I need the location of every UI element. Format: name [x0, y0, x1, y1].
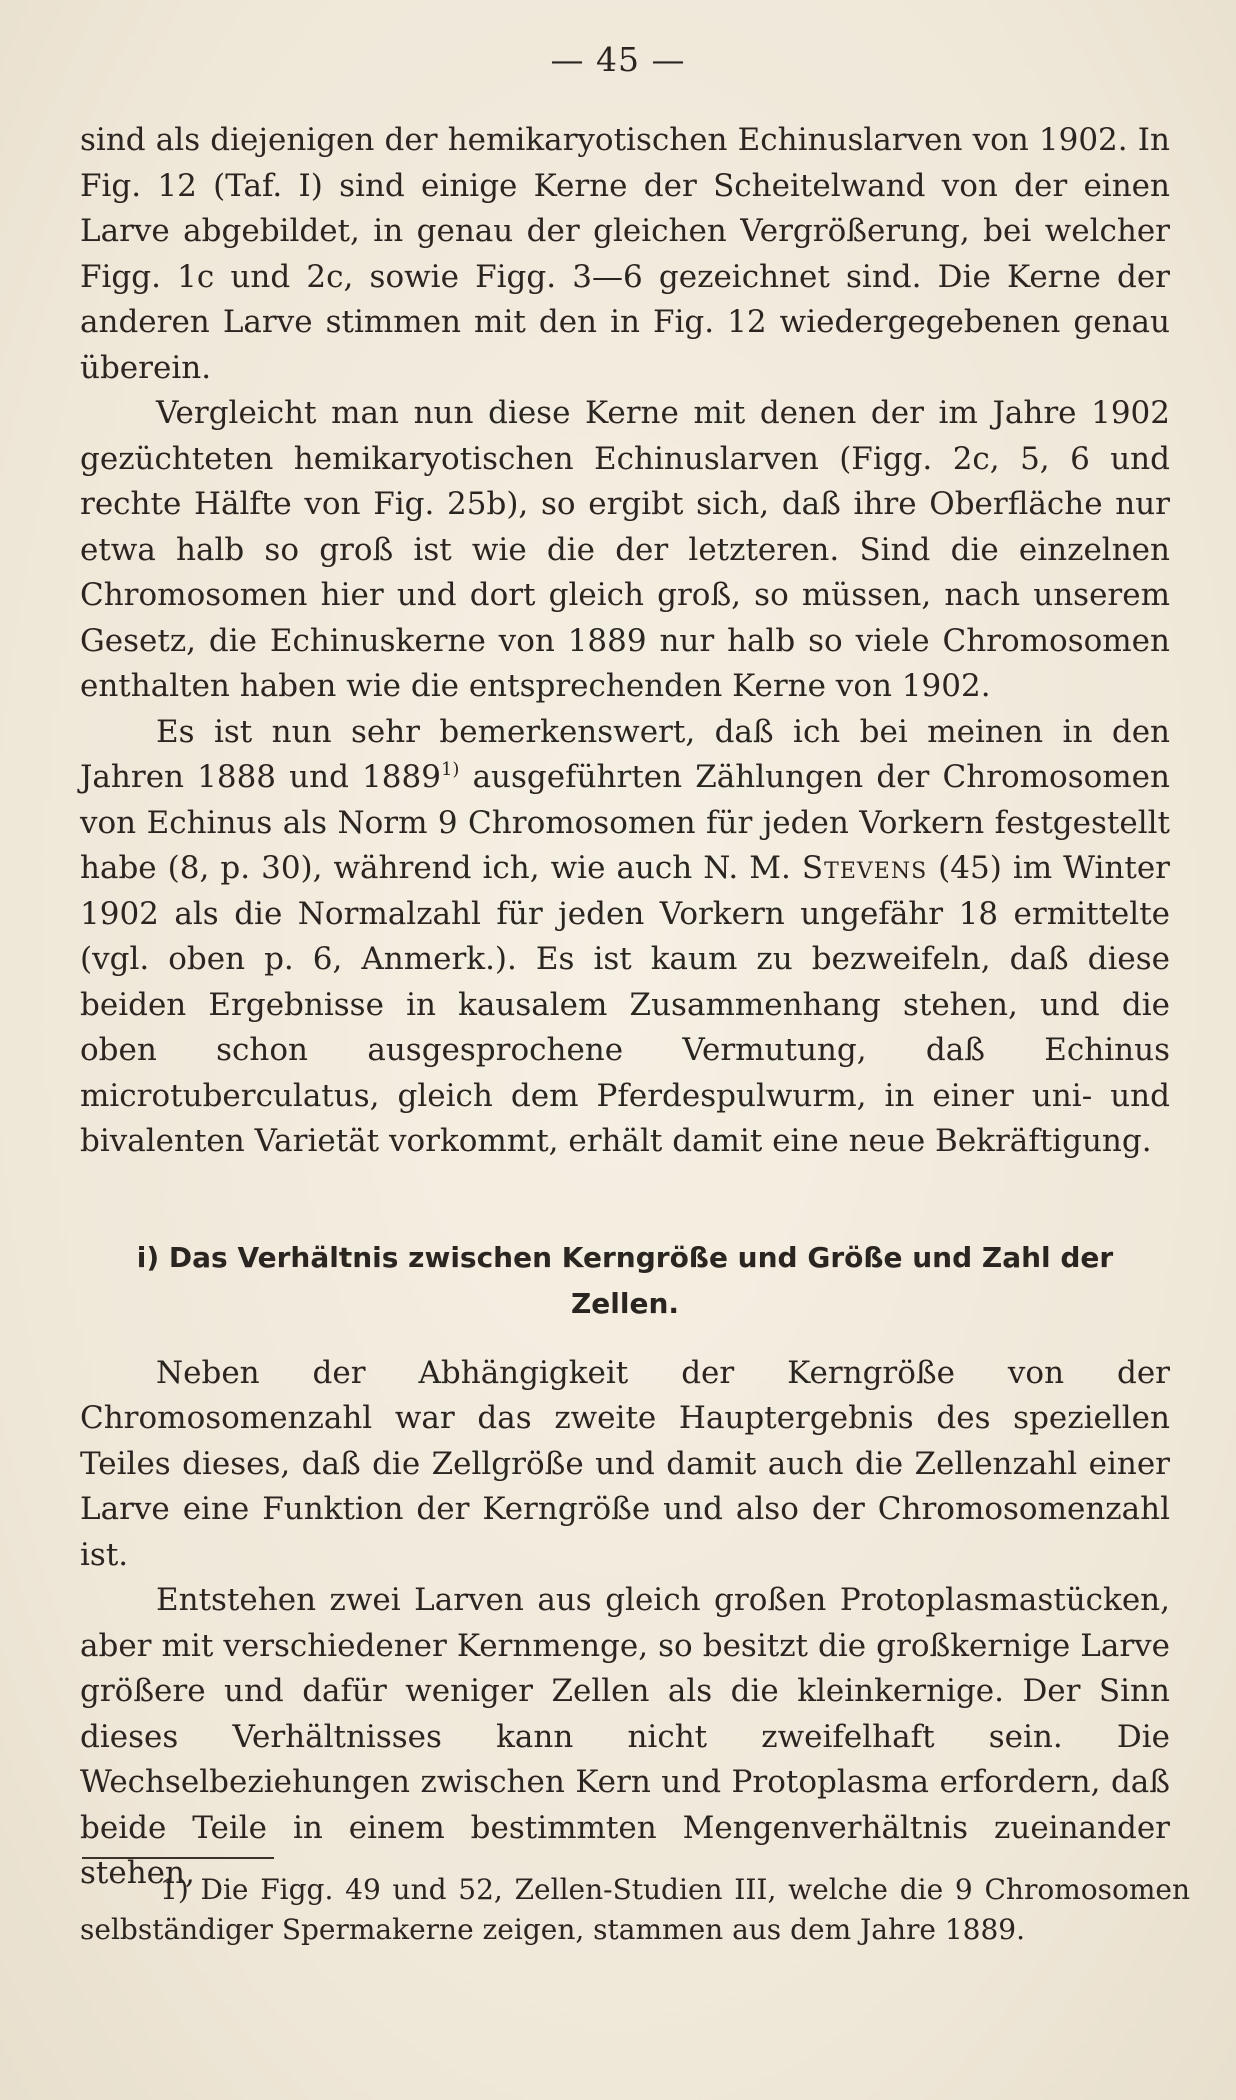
page-number: — 45 — [550, 40, 686, 79]
author-name-stevens: Stevens [801, 850, 928, 886]
footnote: 1) Die Figg. 49 und 52, Zellen-Studien III, welche die 9 Chromosomen selbständiger Spermakerne zeigen, stammen aus dem Jahre 1889. [80, 1873, 1190, 1946]
section-heading: i) Das Verhältnis zwischen Kerngröße und Größe und Zahl der Zellen. [136, 1240, 1114, 1320]
paragraph-chromosome-counts [80, 710, 1170, 1165]
paragraph-continuation: sind als diejenigen der hemikaryotischen Echinuslarven von 1902. In Fig. 12 (Taf. I) sind einige Kerne der Scheitelwand von der einen Larve abgebildet, in genau der gleichen Vergrößerung, bei welcher Figg. 1c und 2c, sowie Figg. 3—6 gezeichnet sind. Die Kerne der anderen Larve stimmen mit den in Fig. 12 wiedergegebenen genau überein. [80, 122, 1170, 386]
main-text [80, 118, 1170, 1897]
para3-text-2: ausgeführten Zählungen der Chromosomen von Echinus als Norm 9 Chromosomen für jeden Vorkern festgestellt habe (8, p. 30), während ich, wie auch N. M. [80, 759, 1170, 886]
para3-text-3: (45) im Winter 1902 als die Normalzahl für jeden Vorkern ungefähr 18 ermittelte (vgl. oben p. 6, Anmerk.). Es ist kaum zu bezweifeln, daß diese beiden Ergebnisse in kausalem Zusammenhang stehen, und die oben schon ausgesprochene Vermutung, daß Echinus microtuberculatus, gleich dem Pferdespulwurm, in einer uni- und bivalenten Varietät vorkommt, erhält damit eine neue Bekräftigung. [80, 850, 1171, 1159]
footnote-reference: 1) [440, 759, 460, 780]
para3-text-1: Es ist nun sehr bemerkenswert, daß ich bei meinen in den Jahren 1888 und 1889 [80, 713, 1170, 795]
paragraph-section-1: Neben der Abhängigkeit der Kerngröße von der Chromosomenzahl war das zweite Hauptergebnis des speziellen Teiles dieses, daß die Zellgröße und damit auch die Zellenzahl einer Larve eine Funktion der Kerngröße und also der Chromosomenzahl ist. [80, 1354, 1170, 1573]
footnote-divider [82, 1857, 274, 1859]
paragraph-comparison: Vergleicht man nun diese Kerne mit denen der im Jahre 1902 gezüchteten hemikaryotischen Echinuslarven (Figg. 2c, 5, 6 und rechte Hälfte von Fig. 25b), so ergibt sich, daß ihre Oberfläche nur etwa halb so groß ist wie die der letzteren. Sind die einzelnen Chromosomen hier und dort gleich groß, so müssen, nach unserem Gesetz, die Echinuskerne von 1889 nur halb so viele Chromosomen enthalten haben wie die entsprechenden Kerne von 1902. [80, 395, 1170, 704]
paragraph-section-2: Entstehen zwei Larven aus gleich großen Protoplasmastücken, aber mit verschiedener Kernmenge, so besitzt die großkernige Larve größere und dafür weniger Zellen als die kleinkernige. Der Sinn dieses Verhältnisses kann nicht zweifelhaft sein. Die Wechselbeziehungen zwischen Kern und Protoplasma erfordern, daß beide Teile in einem bestimmten Mengenverhältnis zueinander stehen, [80, 1582, 1170, 1891]
